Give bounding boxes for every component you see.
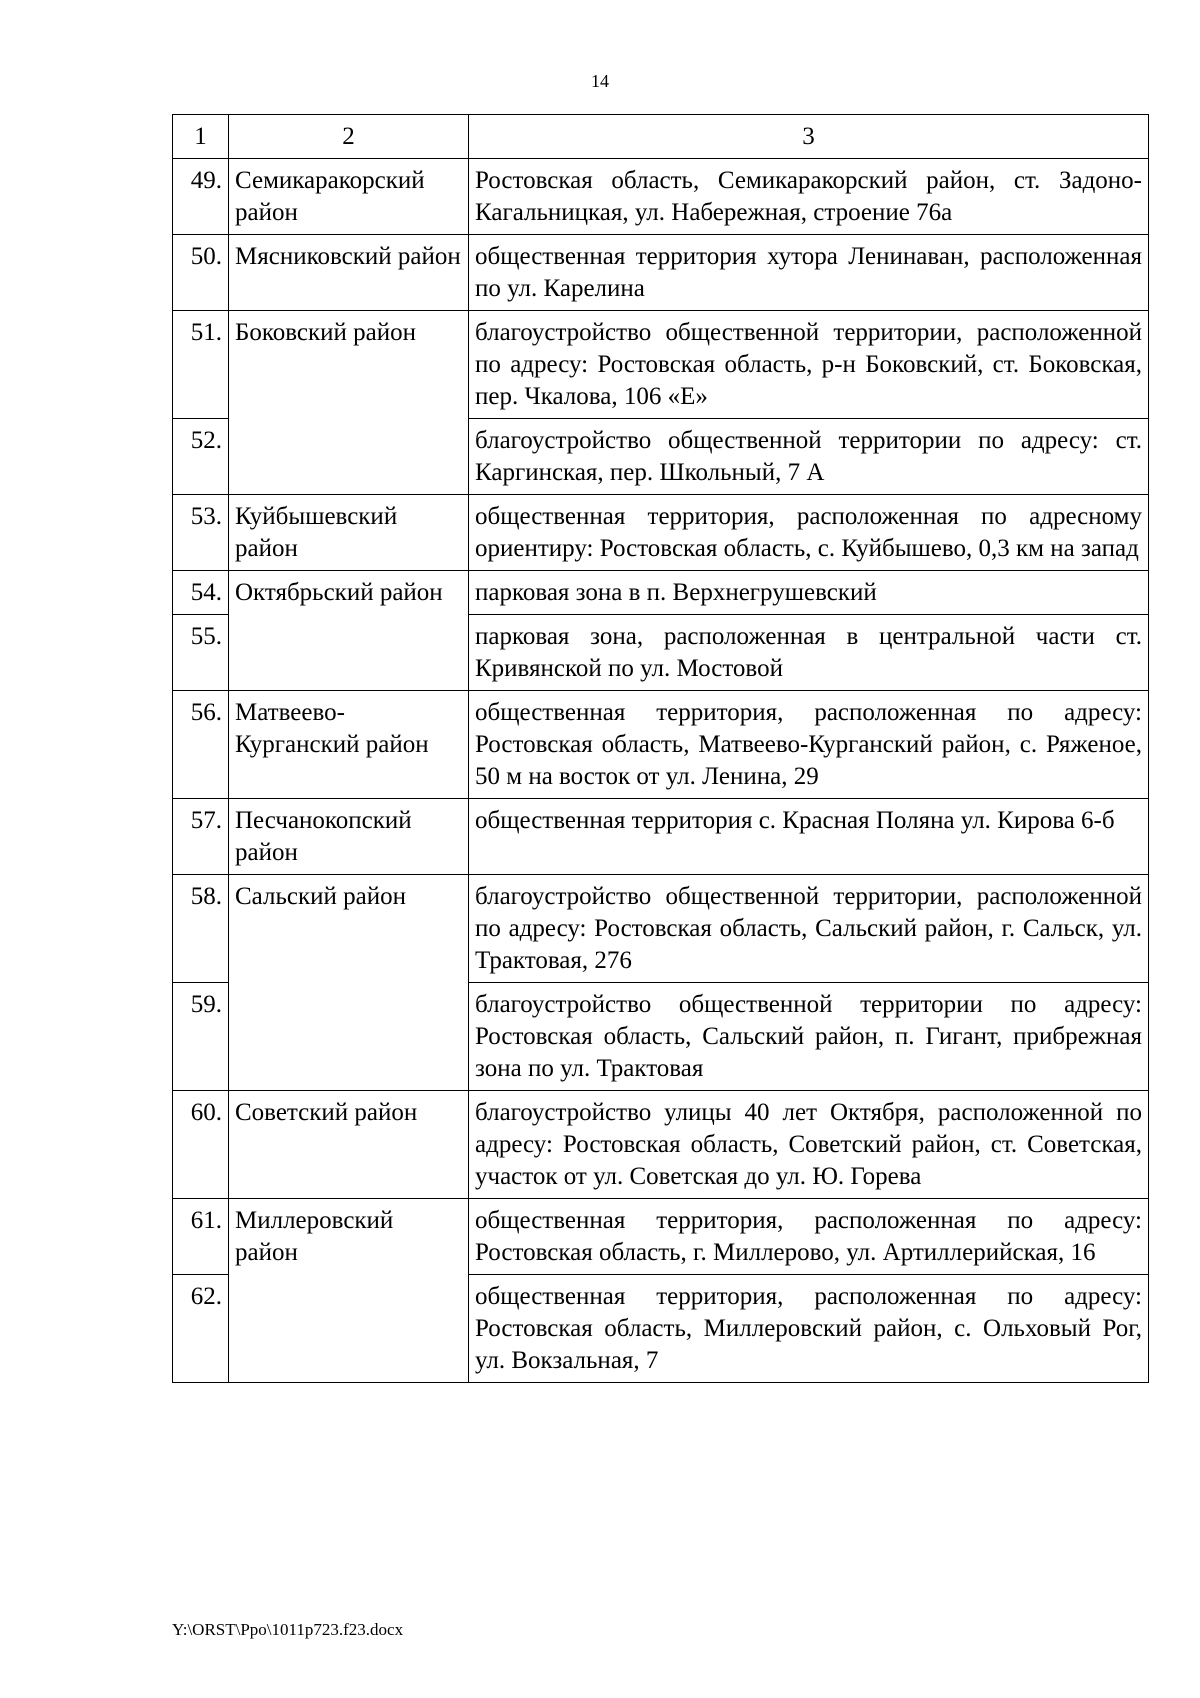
address-cell: общественная территория, расположенная по адресу: Ростовская область, Миллеровский район, с. Ольховый Рог, ул. Вокзальная, 7	[469, 1275, 1149, 1383]
address-cell: благоустройство общественной территории, расположенной по адресу: Ростовская область, Сальский район, г. Сальск, ул. Трактовая, 276	[469, 875, 1149, 983]
row-number: 60.	[173, 1091, 229, 1199]
address-cell: Ростовская область, Семикаракорский район, ст. Задоно-Кагальницкая, ул. Набережная, строение 76а	[469, 159, 1149, 235]
row-number: 51.	[173, 311, 229, 419]
row-number: 58.	[173, 875, 229, 983]
district-cell: Октябрьский район	[229, 571, 469, 691]
district-cell: Боковский район	[229, 311, 469, 495]
address-cell: общественная территория, расположенная по адресу: Ростовская область, г. Миллерово, ул. Артиллерийская, 16	[469, 1199, 1149, 1275]
address-cell: общественная территория, расположенная по адресному ориентиру: Ростовская область, с. Куйбышево, 0,3 км на запад	[469, 495, 1149, 571]
table-row	[173, 495, 1149, 571]
file-path-footer: Y:\ORST\Ppo\1011p723.f23.docx	[172, 1620, 404, 1639]
page-number: 14	[591, 71, 609, 91]
district-cell: Сальский район	[229, 875, 469, 1091]
district-cell: Семикаракорский район	[229, 159, 469, 235]
row-number: 52.	[173, 419, 229, 495]
table-row	[173, 1091, 1149, 1199]
row-number: 50.	[173, 235, 229, 311]
district-cell: Советский район	[229, 1091, 469, 1199]
district-cell: Куйбышевский район	[229, 495, 469, 571]
address-cell: парковая зона в п. Верхнегрушевский	[469, 571, 1149, 615]
table-row	[173, 159, 1149, 235]
row-number: 54.	[173, 571, 229, 615]
row-number: 56.	[173, 691, 229, 799]
address-cell: благоустройство общественной территории по адресу: ст. Каргинская, пер. Школьный, 7 А	[469, 419, 1149, 495]
table-row	[173, 875, 1149, 983]
table-row	[173, 311, 1149, 419]
table-row	[173, 235, 1149, 311]
header-col-1: 1	[173, 115, 229, 159]
address-cell: общественная территория хутора Ленинаван, расположенная по ул. Карелина	[469, 235, 1149, 311]
row-number: 61.	[173, 1199, 229, 1275]
district-cell: Мясниковский район	[229, 235, 469, 311]
table-header-row	[173, 115, 1149, 159]
address-cell: благоустройство общественной территории по адресу: Ростовская область, Сальский район, п. Гигант, прибрежная зона по ул. Трактовая	[469, 983, 1149, 1091]
address-cell: благоустройство общественной территории, расположенной по адресу: Ростовская область, р-н Боковский, ст. Боковская, пер. Чкалова, 106 «Е»	[469, 311, 1149, 419]
table-row	[173, 571, 1149, 615]
address-cell: благоустройство улицы 40 лет Октября, расположенной по адресу: Ростовская область, Советский район, ст. Советская, участок от ул. Советская до ул. Ю. Горева	[469, 1091, 1149, 1199]
row-number: 53.	[173, 495, 229, 571]
row-number: 55.	[173, 615, 229, 691]
address-cell: общественная территория, расположенная по адресу: Ростовская область, Матвеево-Курганский район, с. Ряженое, 50 м на восток от ул. Ленина, 29	[469, 691, 1149, 799]
row-number: 59.	[173, 983, 229, 1091]
table-row	[173, 799, 1149, 875]
table-row	[173, 1199, 1149, 1275]
header-col-2: 2	[229, 115, 469, 159]
objects-table	[172, 114, 1149, 1383]
row-number: 57.	[173, 799, 229, 875]
address-cell: парковая зона, расположенная в центральной части ст. Кривянской по ул. Мостовой	[469, 615, 1149, 691]
table-row	[173, 691, 1149, 799]
header-col-3: 3	[469, 115, 1149, 159]
address-cell: общественная территория с. Красная Поляна ул. Кирова 6-б	[469, 799, 1149, 875]
row-number: 62.	[173, 1275, 229, 1383]
district-cell: Матвеево-Курганский район	[229, 691, 469, 799]
district-cell: Миллеровский район	[229, 1199, 469, 1383]
row-number: 49.	[173, 159, 229, 235]
district-cell: Песчанокопский район	[229, 799, 469, 875]
